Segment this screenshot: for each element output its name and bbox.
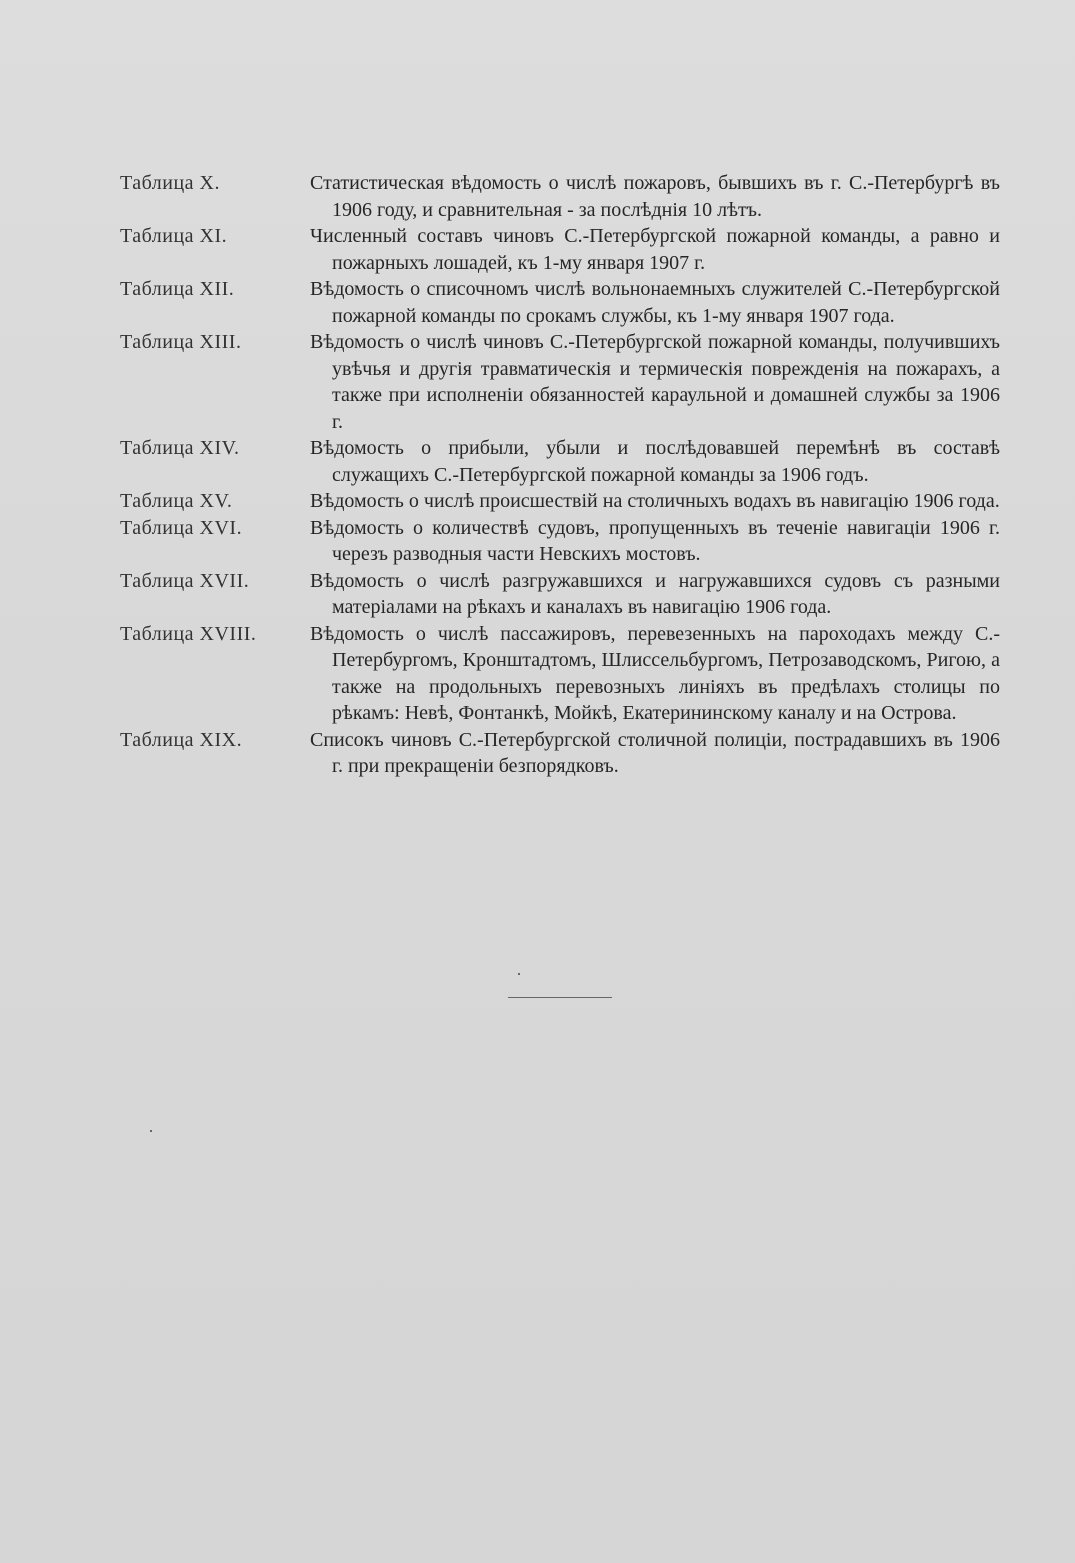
- table-label: Таблица XII.: [120, 278, 235, 300]
- list-item: [120, 515, 1000, 568]
- list-item: [120, 621, 1000, 727]
- list-item: [120, 170, 1000, 223]
- tables-list: [120, 170, 1000, 780]
- list-item: [120, 568, 1000, 621]
- table-label: Таблица X.: [120, 172, 220, 194]
- end-rule: [508, 997, 612, 998]
- table-label: Таблица XIX.: [120, 728, 243, 751]
- list-item: [120, 727, 1000, 780]
- list-item: [120, 329, 1000, 435]
- list-item: [120, 276, 1000, 329]
- table-description: Численный составъ чиновъ С.-Петербургской пожарной команды, а равно и пожарныхъ лошадей, къ 1-му января 1907 г.: [310, 225, 1000, 274]
- list-item: [120, 223, 1000, 276]
- table-label: Таблица XV.: [120, 490, 233, 512]
- table-label: Таблица XVIII.: [120, 622, 257, 645]
- list-item: [120, 435, 1000, 488]
- table-description: Вѣдомость о прибыли, убыли и послѣдовавшей перемѣнѣ въ составѣ служащихъ С.-Петербургской пожарной команды за 1906 годъ.: [310, 437, 1000, 486]
- table-description: Списокъ чиновъ С.-Петербургской столичной полиціи, пострадавшихъ въ 1906 г. при прекращеніи безпорядковъ.: [310, 728, 1000, 777]
- table-label: Таблица XIII.: [120, 331, 242, 353]
- speck: [518, 973, 520, 975]
- table-description: Вѣдомость о числѣ происшествій на столичныхъ водахъ въ навигацію 1906 года.: [310, 490, 1000, 512]
- table-label: Таблица XI.: [120, 225, 228, 247]
- table-description: Вѣдомость о числѣ пассажировъ, перевезенныхъ на пароходахъ между С.-Петербургомъ, Кронштадтомъ, Шлиссельбургомъ, Петрозаводскомъ, Ригою, а также на продольныхъ перевозныхъ линіяхъ въ предѣлахъ столицы по рѣкамъ: Невѣ, Фонтанкѣ, Мойкѣ, Екатерининскому каналу и на Острова.: [310, 622, 1000, 724]
- table-description: Вѣдомость о списочномъ числѣ вольнонаемныхъ служителей С.-Петербургской пожарной команды по срокамъ службы, къ 1-му января 1907 года.: [310, 278, 1000, 327]
- table-label: Таблица XVI.: [120, 516, 243, 539]
- table-label: Таблица XIV.: [120, 437, 240, 459]
- speck: [150, 1130, 152, 1132]
- table-description: Статистическая вѣдомость о числѣ пожаровъ, бывшихъ въ г. С.-Петербургѣ въ 1906 году, и сравнительная - за послѣднія 10 лѣтъ.: [310, 172, 1000, 221]
- table-description: Вѣдомость о количествѣ судовъ, пропущенныхъ въ теченіе навигаціи 1906 г. черезъ разводныя части Невскихъ мостовъ.: [310, 516, 1000, 565]
- table-description: Вѣдомость о числѣ разгружавшихся и нагружавшихся судовъ съ разными матеріалами на рѣкахъ и каналахъ въ навигацію 1906 года.: [310, 569, 1000, 618]
- table-label: Таблица XVII.: [120, 569, 250, 592]
- table-description: Вѣдомость о числѣ чиновъ С.-Петербургской пожарной команды, получившихъ увѣчья и другія травматическія и термическія поврежденія на пожарахъ, а также при исполненіи обязанностей караульной и домашней службы за 1906 г.: [310, 331, 1000, 433]
- list-item: [120, 488, 1000, 515]
